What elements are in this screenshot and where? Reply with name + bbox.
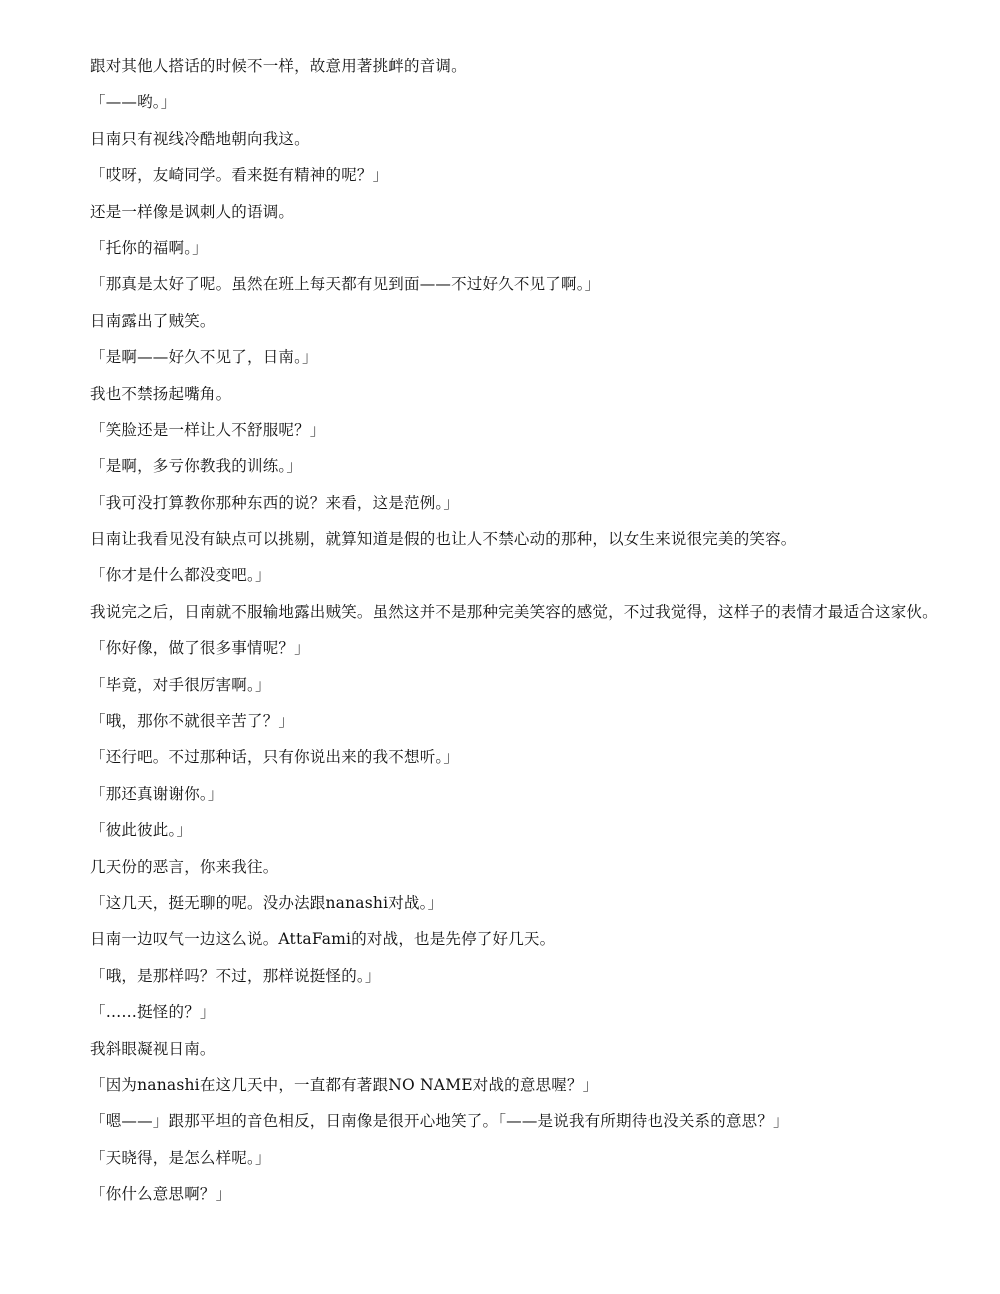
paragraph: 「毕竟，对手很厉害啊。」 (90, 675, 271, 694)
paragraph: 日南让我看见没有缺点可以挑剔，就算知道是假的也让人不禁心动的那种，以女生来说很完美的笑容。 (90, 530, 797, 549)
paragraph: 日南一边叹气一边这么说。AttaFami的对战，也是先停了好几天。 (90, 930, 556, 949)
paragraph: 「托你的福啊。」 (90, 238, 208, 257)
paragraph: 日南露出了贼笑。 (90, 311, 216, 330)
paragraph: 还是一样像是讽刺人的语调。 (90, 202, 295, 221)
paragraph: 「你什么意思啊？」 (90, 1185, 232, 1204)
paragraph: 几天份的恶言，你来我往。 (90, 857, 279, 876)
paragraph: 「你才是什么都没变吧。」 (90, 566, 271, 585)
paragraph: 「还行吧。不过那种话，只有你说出来的我不想听。」 (90, 748, 460, 767)
paragraph: 「你好像，做了很多事情呢？」 (90, 639, 310, 658)
paragraph: 「是啊——好久不见了，日南。」 (90, 348, 318, 367)
paragraph: 「——哟。」 (90, 93, 177, 112)
paragraph: 「嗯——」跟那平坦的音色相反，日南像是很开心地笑了。「——是说我有所期待也没关系的意思？」 (90, 1112, 789, 1131)
paragraph: 「哦，是那样吗？不过，那样说挺怪的。」 (90, 966, 381, 985)
paragraph: 「彼此彼此。」 (90, 821, 193, 840)
paragraph: 「这几天，挺无聊的呢。没办法跟nanashi对战。」 (90, 893, 444, 912)
paragraph: 「我可没打算教你那种东西的说？来看，这是范例。」 (90, 493, 460, 512)
paragraph: 日南只有视线冷酷地朝向我这。 (90, 129, 310, 148)
paragraph: 「那还真谢谢你。」 (90, 784, 224, 803)
paragraph: 「天晓得，是怎么样呢。」 (90, 1148, 271, 1167)
paragraph: 「那真是太好了呢。虽然在班上每天都有见到面——不过好久不见了啊。」 (90, 275, 601, 294)
paragraph: 「哎呀，友崎同学。看来挺有精神的呢？」 (90, 166, 389, 185)
paragraph: 我说完之后，日南就不服输地露出贼笑。虽然这并不是那种完美笑容的感觉，不过我觉得，这样子的表情才最适合这家伙。 (90, 602, 938, 621)
paragraph: 「哦，那你不就很辛苦了？」 (90, 712, 295, 731)
paragraph: 「因为nanashi在这几天中，一直都有著跟NO NAME对战的意思喔？」 (90, 1075, 599, 1094)
paragraph: 我斜眼凝视日南。 (90, 1039, 216, 1058)
paragraph: 我也不禁扬起嘴角。 (90, 384, 232, 403)
paragraph: 跟对其他人搭话的时候不一样，故意用著挑衅的音调。 (90, 57, 467, 75)
paragraph: 「笑脸还是一样让人不舒服呢？」 (90, 420, 326, 439)
paragraph: 「……挺怪的？」 (90, 1003, 216, 1022)
paragraph: 「是啊，多亏你教我的训练。」 (90, 457, 303, 476)
